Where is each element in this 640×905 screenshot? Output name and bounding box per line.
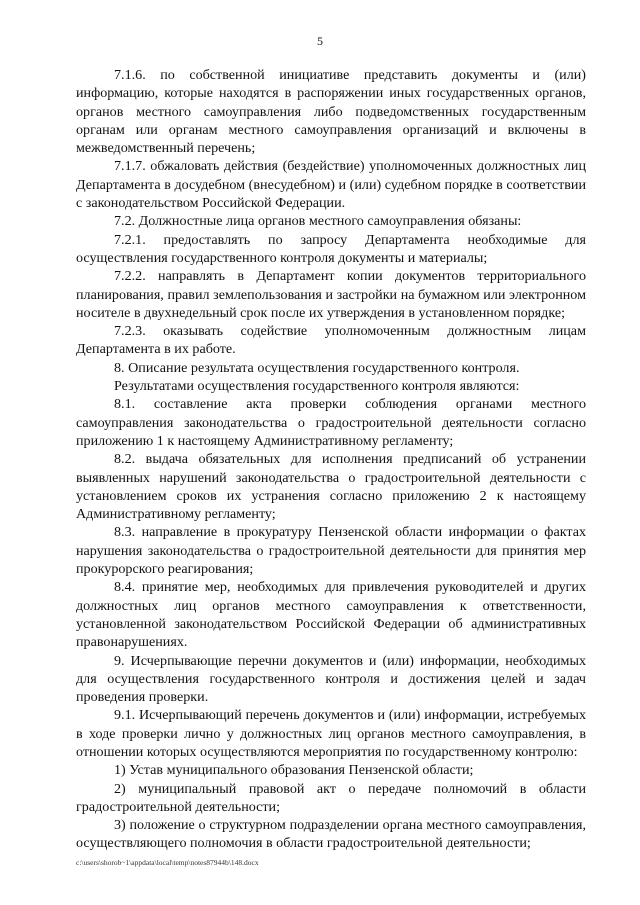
list-item-1: 1) Устав муниципального образования Пензенской области; xyxy=(114,762,474,779)
paragraph-8-1: 8.1. составление акта проверки соблюдения органами местного самоуправления законодательства о градостроительной деятельности согласно приложению 1 к настоящему Административному регламенту; xyxy=(76,396,586,449)
footer-file-path: c:\users\shorob~1\appdata\local\temp\notes87944b\148.docx xyxy=(76,858,259,867)
paragraph-9-1: 9.1. Исчерпывающий перечень документов и (или) информации, истребуемых в ходе проверки лично у должностных лиц органов местного самоуправления, в отношении которых осуществляются мероприятия по государственному контролю: xyxy=(76,707,586,760)
list-item-2: 2) муниципальный правовой акт о передаче полномочий в области градостроительной деятельности; xyxy=(76,780,586,815)
list-item-3: 3) положение о структурном подразделении органа местного самоуправления, осуществляющего полномочия в области градостроительной деятельности; xyxy=(76,817,586,852)
paragraph-7-2-1: 7.2.1. предоставлять по запросу Департамента необходимые для осуществления государственного контроля документы и материалы; xyxy=(76,231,586,266)
paragraph-8: 8. Описание результата осуществления государственного контроля. xyxy=(114,359,520,376)
paragraph-7-1-7: 7.1.7. обжаловать действия (бездействие) уполномоченных должностных лиц Департамента в досудебном (внесудебном) и (или) судебном порядке в соответствии с законодательством Российской Федерации. xyxy=(76,158,586,212)
paragraph-7-1-6: 7.1.6. по собственной инициативе представить документы и (или) информацию, которые находятся в распоряжении иных государственных органов, органов местного самоуправления либо подведомственных государственным органам или органам местного самоуправления организаций и включены в межведомственный перечень; xyxy=(76,67,586,157)
paragraph-8-intro: Результатами осуществления государственного контроля являются: xyxy=(114,378,520,395)
paragraph-7-2: 7.2. Должностные лица органов местного самоуправления обязаны: xyxy=(114,213,522,230)
paragraph-9: 9. Исчерпывающие перечни документов и (или) информации, необходимых для осуществления государственного контроля и достижения целей и задач проведения проверки. xyxy=(76,652,586,706)
document-body xyxy=(76,66,586,853)
paragraph-8-4: 8.4. принятие мер, необходимых для привлечения руководителей и других должностных лиц органов местного самоуправления к ответственности, установленной законодательством Российской Федерации об административных правонарушениях. xyxy=(76,579,586,651)
paragraph-7-2-2: 7.2.2. направлять в Департамент копии документов территориального планирования, правил землепользования и застройки на бумажном или электронном носителе в двухнедельный срок после их утверждения в установленном порядке; xyxy=(76,268,586,321)
paragraph-8-2: 8.2. выдача обязательных для исполнения предписаний об устранении выявленных нарушений законодательства о градостроительной деятельности с установлением сроков их устранения согласно приложению 2 к настоящему Административному регламенту; xyxy=(76,451,586,523)
paragraph-8-3: 8.3. направление в прокуратуру Пензенской области информации о фактах нарушения законодательства о градостроительной деятельности для принятия мер прокурорского реагирования; xyxy=(76,524,586,578)
page-number: 5 xyxy=(317,34,323,48)
paragraph-7-2-3: 7.2.3. оказывать содействие уполномоченным должностным лицам Департамента в их работе. xyxy=(76,323,586,358)
